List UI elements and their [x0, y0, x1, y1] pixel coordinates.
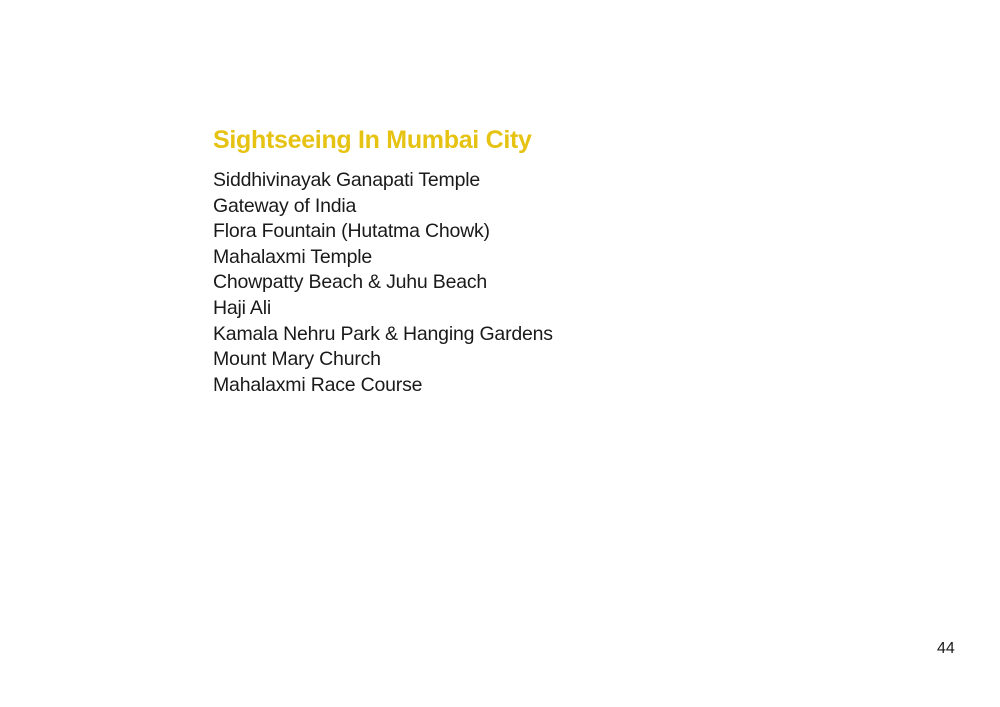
list-item: Chowpatty Beach & Juhu Beach	[213, 271, 488, 294]
list-item: Flora Fountain (Hutatma Chowk)	[213, 220, 490, 243]
list-item: Kamala Nehru Park & Hanging Gardens	[213, 322, 553, 345]
list-item: Siddhivinayak Ganapati Temple	[213, 169, 481, 191]
page-number: 44	[937, 640, 955, 657]
list-item: Mount Mary Church	[213, 348, 381, 371]
sightseeing-section	[213, 124, 553, 398]
list-item: Mahalaxmi Race Course	[213, 373, 423, 396]
list-item: Gateway of India	[213, 194, 357, 217]
list-item: Haji Ali	[213, 296, 272, 319]
list-item: Mahalaxmi Temple	[213, 245, 373, 268]
page-title: Sightseeing In Mumbai City	[213, 126, 532, 154]
sights-list	[213, 168, 553, 398]
